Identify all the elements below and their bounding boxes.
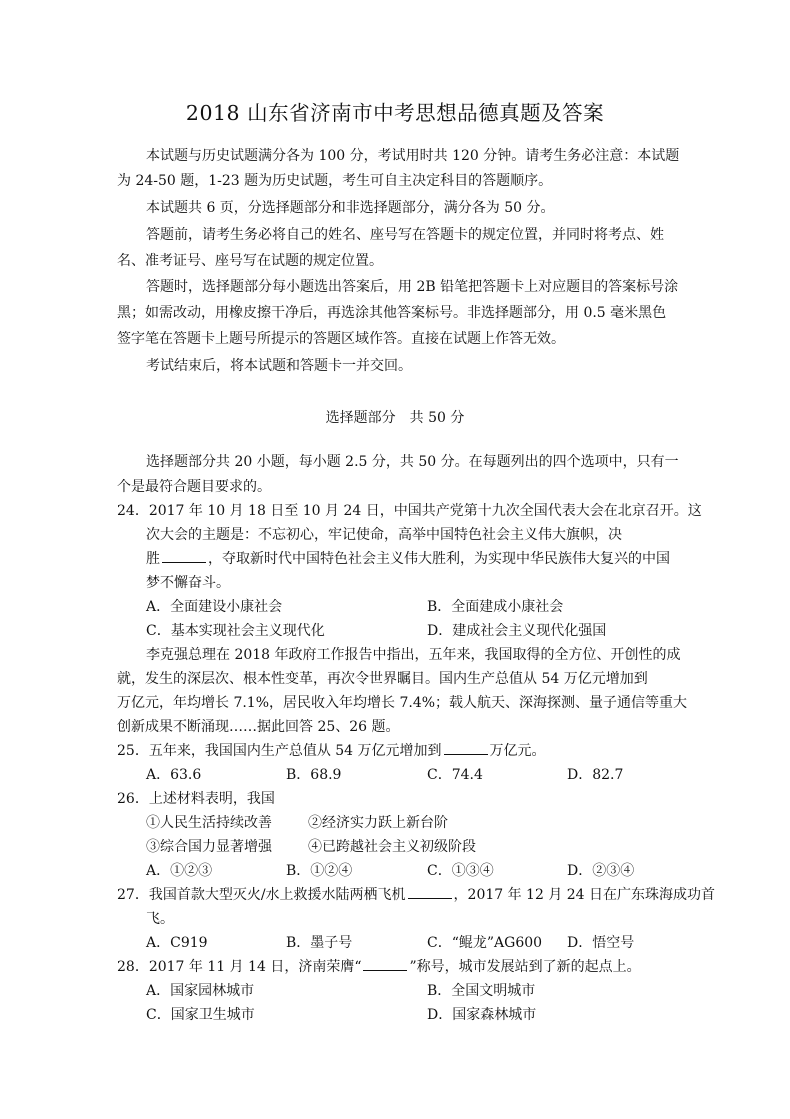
intro-line: 答题前，请考生务必将自己的姓名、座号写在答题卡的规定位置，并同时将考点、姓 (146, 227, 664, 243)
option-a: A．①②③ (146, 863, 213, 879)
statement-item: ②经济实力跃上新台阶 (308, 815, 448, 831)
option-c: C．①③④ (427, 863, 494, 879)
option-b: B．墨子号 (286, 935, 353, 951)
answer-blank (444, 741, 488, 755)
answer-blank (162, 549, 206, 563)
question-24-stem: 梦不懈奋斗。 (146, 575, 230, 591)
question-24-stem: 胜 ，夺取新时代中国特色社会主义伟大胜利，为实现中华民族伟大复兴的中国 (146, 551, 670, 567)
option-a: A．国家园林城市 (146, 983, 255, 999)
question-24-stem: 24．2017 年 10 月 18 日至 10 月 24 日，中国共产党第十九次全国代表大会在北京召开。这 (117, 503, 702, 519)
material-line: 创新成果不断涌现……据此回答 25、26 题。 (117, 719, 400, 735)
option-d: D．建成社会主义现代化强国 (427, 623, 607, 639)
section-intro-line: 个是最符合题目要求的。 (117, 479, 271, 495)
option-d: D．悟空号 (567, 935, 635, 951)
intro-line: 本试题与历史试题满分各为 100 分，考试用时共 120 分钟。请考生务必注意：本试题 (146, 148, 680, 164)
option-c: C．国家卫生城市 (146, 1007, 255, 1023)
intro-line: 答题时，选择题部分每小题选出答案后，用 2B 铅笔把答题卡上对应题目的答案标号涂 (146, 279, 679, 295)
intro-line: 黑；如需改动，用橡皮擦干净后，再选涂其他答案标号。非选择题部分，用 0.5 毫米黑色 (117, 305, 667, 321)
intro-line: 为 24-50 题，1-23 题为历史试题，考生可自主决定科目的答题顺序。 (117, 173, 553, 189)
question-28-stem: 28．2017 年 11 月 14 日，济南荣膺“ ”称号，城市发展站到了新的起点上。 (117, 959, 641, 975)
question-27-stem: 27．我国首款大型灭火/水上救援水陆两栖飞机 ，2017 年 12 月 24 日在广东珠海成功首 (117, 887, 716, 903)
option-b: B．全面建成小康社会 (427, 599, 564, 615)
option-d: D．国家森林城市 (427, 1007, 537, 1023)
intro-line: 考试结束后，将本试题和答题卡一并交回。 (146, 358, 412, 374)
intro-line: 签字笔在答题卡上题号所提示的答题区域作答。直接在试题上作答无效。 (117, 331, 565, 347)
option-c: C．基本实现社会主义现代化 (146, 623, 325, 639)
option-a: A．全面建设小康社会 (146, 599, 283, 615)
option-b: B．68.9 (286, 767, 342, 783)
question-25-stem: 25．五年来，我国国内生产总值从 54 万亿元增加到 万亿元。 (117, 743, 546, 759)
question-24-stem: 次大会的主题是：不忘初心，牢记使命，高举中国特色社会主义伟大旗帜，决 (146, 527, 622, 543)
answer-blank (408, 885, 452, 899)
statement-item: ①人民生活持续改善 (146, 815, 272, 831)
option-d: D．82.7 (567, 767, 624, 783)
option-b: B．①②④ (286, 863, 353, 879)
option-b: B．全国文明城市 (427, 983, 536, 999)
material-line: 就，发生的深层次、根本性变革，再次令世界瞩目。国内生产总值从 54 万亿元增加到 (117, 671, 648, 687)
option-c: C．74.4 (427, 767, 483, 783)
option-a: A．C919 (146, 935, 208, 951)
intro-line: 名、准考证号、座号写在试题的规定位置。 (117, 253, 383, 269)
intro-line: 本试题共 6 页，分选择题部分和非选择题部分，满分各为 50 分。 (146, 200, 555, 216)
page-title: 2018 山东省济南市中考思想品德真题及答案 (185, 101, 605, 125)
material-line: 李克强总理在 2018 年政府工作报告中指出，五年来，我国取得的全方位、开创性的成 (146, 647, 681, 663)
question-26-stem: 26．上述材料表明，我国 (117, 791, 275, 807)
option-c: C．“鲲龙”AG600 (427, 935, 543, 951)
question-27-stem: 飞。 (146, 911, 174, 927)
option-a: A．63.6 (146, 767, 202, 783)
statement-item: ③综合国力显著增强 (146, 839, 272, 855)
material-line: 万亿元，年均增长 7.1%，居民收入年均增长 7.4%；载人航天、深海探测、量子通信等重大 (117, 695, 688, 711)
section-intro-line: 选择题部分共 20 小题，每小题 2.5 分，共 50 分。在每题列出的四个选项中，只有一 (146, 454, 679, 470)
option-d: D．②③④ (567, 863, 635, 879)
statement-item: ④已跨越社会主义初级阶段 (308, 839, 476, 855)
answer-blank (363, 957, 407, 971)
section-heading: 选择题部分 共 50 分 (325, 410, 465, 426)
